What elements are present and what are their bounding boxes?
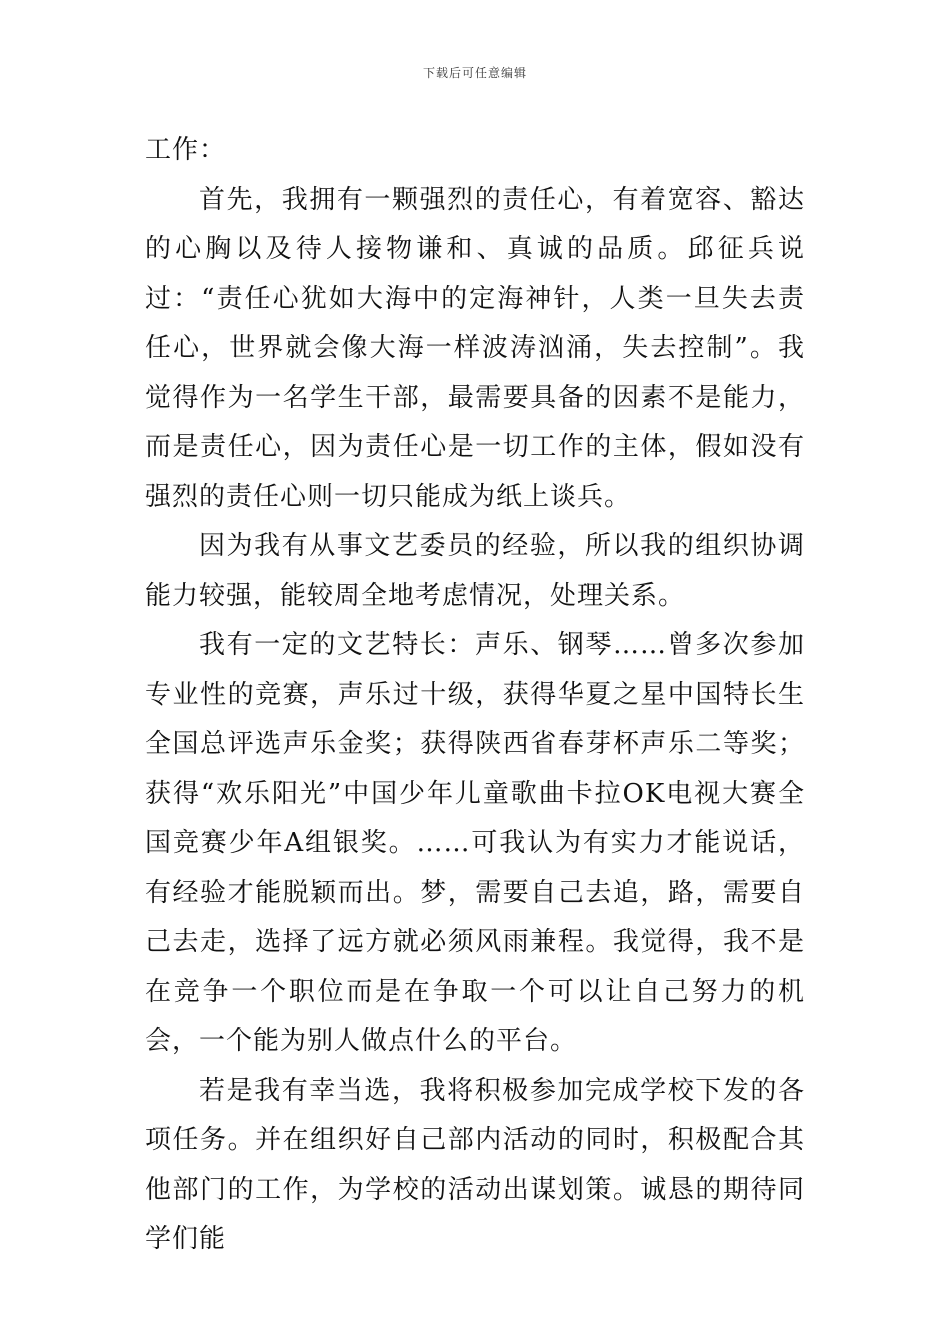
paragraph-2: 首先，我拥有一颗强烈的责任心，有着宽容、豁达的心胸以及待人接物谦和、真诚的品质。邱征兵说过：“责任心犹如大海中的定海神针，人类一旦失去责任心，世界就会像大海一样波涛汹涌，失去控制”。我觉得作为一名学生干部，最需要具备的因素不是能力，而是责任心，因为责任心是一切工作的主体，假如没有强烈的责任心则一切只能成为纸上谈兵。 [145, 184, 805, 512]
paragraph-3: 因为我有从事文艺委员的经验，所以我的组织协调能力较强，能较周全地考虑情况，处理关系。 [145, 531, 805, 611]
paragraph-1: 工作： [145, 135, 227, 165]
paragraph-4: 我有一定的文艺特长：声乐、钢琴……曾多次参加专业性的竞赛，声乐过十级，获得华夏之星中国特长生全国总评选声乐金奖；获得陕西省春芽杯声乐二等奖；获得“欢乐阳光”中国少年儿童歌曲卡拉OK电视大赛全国竞赛少年A组银奖。……可我认为有实力才能说话，有经验才能脱颖而出。梦，需要自己去追，路，需要自己去走，选择了远方就必须风雨兼程。我觉得，我不是在竞争一个职位而是在争取一个可以让自己努力的机会，一个能为别人做点什么的平台。 [145, 630, 805, 1056]
header-note: 下载后可任意编辑 [422, 66, 527, 80]
document-body [145, 126, 805, 1265]
paragraph-5: 若是我有幸当选，我将积极参加完成学校下发的各项任务。并在组织好自己部内活动的同时，积极配合其他部门的工作，为学校的活动出谋划策。诚恳的期待同学们能 [145, 1075, 805, 1254]
